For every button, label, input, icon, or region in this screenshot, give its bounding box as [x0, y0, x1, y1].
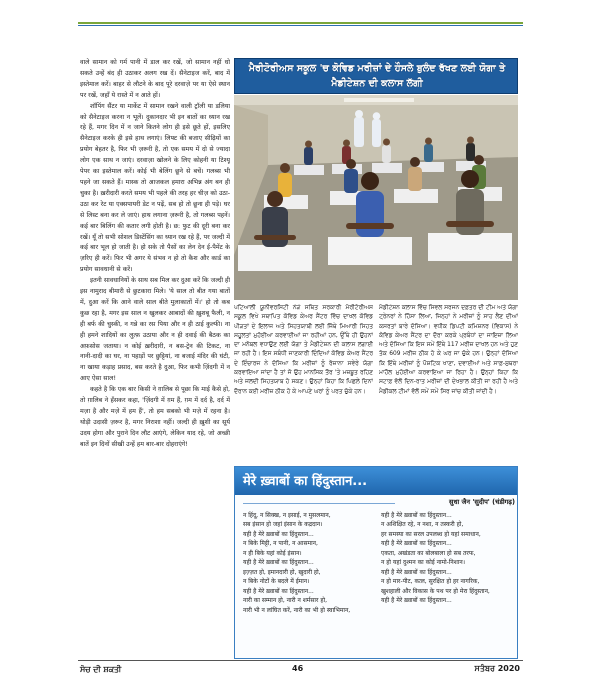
article-body — [234, 304, 518, 457]
poem-line: यही है मेरे ख़्वाबों का हिंदुस्तान... — [381, 540, 452, 548]
poem-line: यही है मेरे ख़्वाबों का हिंदुस्तान... — [381, 597, 452, 605]
article-column-left — [234, 304, 373, 457]
poem-line: न हो मार-पीट, कत्ल, सुरक्षित हो हर नागरिक, — [381, 578, 480, 586]
poem-line: एकता, अखंडता का बोलबाला हो सब तरफ, — [381, 549, 476, 557]
poem-line: सब इंसान हो जहां इंसान के कद्रदान। — [243, 521, 323, 529]
poem-line: न अशिक्षित रहे, न नशा, न तस्करी हो, — [381, 521, 464, 529]
poem-line: न हिंदू, न सिक्ख, न इसाई, न मुसलमान, — [243, 512, 331, 519]
poem-line: यही है मेरे ख़्वाबों का हिंदुस्तान... — [243, 587, 314, 595]
poem-line: नारी भी न लांघित करें, नारी का भी हो स्वाभिमान, — [243, 606, 351, 614]
left-paragraph-3: इतनी सावधानियों के साथ सब मिल कर दुआ करें कि जल्दी ही इस नामुराद बीमारी से छुटकारा मिले। 'ये साल तो बीत गया बातों में, दुआ करें कि आने वाले साल बीते मुलाकातों में।' हो तो कब कुछ रहा है, मगर इस साल न खुलकर आबादों की ख़ुशबू फैली, न ही बर्फ की चुस्की, न गन्ने का रस पिया और न ही ठाई कुल्फी। ना ही हमने शादियों का लुत्फ़ उठाया और न ही दवाई की बैठक का अफ़सोस जताया। न कोई ख़रीदारी, न बस-ट्रेन की टिकट, ना नानी-दादी का घर, ना पहाड़ों पर छुट्टियां, ना बजाई मंदिर की घंटी, ना खाया कड़ाह प्रसाद, बस करते है दुआ, फिर कभी ज़िंदगी में न आए ऐसा साल! — [80, 277, 230, 383]
article-column-right — [379, 304, 518, 457]
poem-column-right — [381, 511, 511, 657]
poem-line: हर समस्या का सरल उपलब्ध हो यहां समाधान, — [381, 530, 481, 538]
left-paragraph-2: शॉपिंग सैंटर या मार्केट में सामान रखने वाली ट्रॉली या डलिया को सैनेटाइज करना न भूलें। दुकानदार भी इन बातों का ध्यान रख रहे हैं, मगर दिन में न जाने कितने लोग ही इसे छूते हों, इसलिए सैनेटाइज करके ही इसे हाथ लगाएं। लिफ्ट की बजाए सीढ़ियों का प्रयोग बेहतर है, फिर भी ज़रूरी है, तो एक समय में दो से ज्यादा लोग एक साथ न जाएं। दरवाज़ा खोलने के लिए कोहनी या टिश्यू पेपर का इस्तेमाल करें। कोई भी बेलिंग छूने से बचें। गलब्स भी पहने जा सकते हैं। मास्क तो आजकल हमारा अभिन्न अंग बन ही चुका है। ख़रीदारी करते समय भी पहले की तरह हर चीज़ को उठा-उठा कर रेट या एक्सपायरी डेट न पढ़ें, सब हो तो छूना ही पड़े। घर से लिस्ट बना कर ले जाएं। हाथ लगाना ज़रूरी है, तो गलब्स पहनें। कई बार बिलिंग की कतार लगी होती है। छ: फुट की दूरी बना कर रखें। यूँ तो सभी सोशल डिस्टेंसिंग का ध्यान रख रहे हैं, पर जल्दी में कई बार भूल हो जाती है। हो सके तो पैसों का लेन देन ई-पैमेंट के ज़रिए ही करें। फिर भी अगर ये संभव न हो तो कैश और कार्ड का प्रयोग सावधानी से करें। — [80, 102, 230, 274]
left-paragraph-1: वाले सामान को गर्म पानी में डाल कर रखें, जो सामान नहीं धो सकते उन्हें बंद ही उठाकर अलग रख दें। सैनेटाइज करें, बाद में इस्तेमाल करें। बाहर से लौटने के बाद पूरे दरवाज़े पर या ऐसे स्थान पर रखें, जहाँ ये रास्ते में न आते हों। — [80, 59, 230, 99]
poem-line: यही है मेरे ख़्वाबों का हिंदुस्तान... — [243, 530, 314, 538]
yoga-class-photo — [234, 95, 518, 300]
poem-line: न ही बिके यहां कोई इंसान। — [243, 549, 302, 557]
article-title: ਮੈਰੀਟੋਰੀਅਸ ਸਕੂਲ 'ਚ ਕੋਵਿਡ ਮਰੀਜ਼ਾਂ ਦੇ ਹੌਸਲੇ ਬੁਲੰਦ ਰੱਖਣ ਲਈ ਯੋਗਾ ਤੇ ਮੈਡੀਟੇਸ਼ਨ ਦੀ ਕਲਾਸ ਲੱਗੀ — [248, 63, 506, 89]
poem-box — [234, 466, 518, 659]
top-rule-blue — [78, 25, 523, 26]
poem-author: सुधा जैन 'सुदीप' (चंडीगढ़) — [449, 498, 515, 506]
poem-column-left — [243, 511, 373, 657]
poem-line: न बिके नोटों के बदले में ईमान। — [243, 578, 310, 586]
footer-rule — [78, 660, 523, 661]
poem-author-rule — [243, 503, 395, 504]
poem-line: खुशहाली और विकास के पथ पर हो मेरा हिंदुस्तान, — [381, 587, 490, 595]
poem-title: मेरे ख़्वाबों का हिंदुस्तान... — [243, 474, 368, 489]
article-header — [234, 58, 518, 94]
footer-magazine-name: ਸੋਚ ਦੀ ਸ਼ਕਤੀ — [80, 665, 122, 674]
top-rule-green — [78, 22, 523, 24]
article-text-right: ਮੈਡੀਟੇਸ਼ਨ ਕਲਾਸ ਵਿੱਚ ਸਿਵਲ ਸਰਜਨ ਦਫ਼ਤਰ ਦੀ ਟੀਮ ਅਤੇ ਯੋਗਾ ਟ੍ਰੇਨਰਾਂ ਨੇ ਹਿੱਸਾ ਲਿਆ, ਜਿਨ੍ਹਾਂ ਨੇ ਮਰੀਜ਼ਾਂ ਨੂੰ ਸਾਹ ਲੈਣ ਦੀਆਂ ਕਸਰਤਾਂ ਬਾਰੇ ਦੱਸਿਆ। ਵਧੀਕ ਡਿਪਟੀ ਕਮਿਸ਼ਨਰ (ਵਿਕਾਸ) ਨੇ ਕੋਵਿਡ ਕੇਅਰ ਸੈਂਟਰ ਦਾ ਦੌਰਾ ਕਰਕੇ ਪ੍ਰਬੰਧਾਂ ਦਾ ਜਾਇਜ਼ਾ ਲਿਆ ਅਤੇ ਦੱਸਿਆ ਕਿ ਇਸ ਸਮੇਂ ਇੱਥੇ 117 ਮਰੀਜ਼ ਦਾਖਲ ਹਨ ਅਤੇ ਹੁਣ ਤੱਕ 609 ਮਰੀਜ਼ ਠੀਕ ਹੋ ਕੇ ਘਰ ਜਾ ਚੁੱਕੇ ਹਨ। ਉਨ੍ਹਾਂ ਦੱਸਿਆ ਕਿ ਇੱਥੇ ਮਰੀਜ਼ਾਂ ਨੂੰ ਪੌਸ਼ਟਿਕ ਖਾਣਾ, ਦਵਾਈਆਂ ਅਤੇ ਸਾਫ਼-ਸੁਥਰਾ ਮਾਹੌਲ ਮੁਹੱਈਆ ਕਰਵਾਇਆ ਜਾ ਰਿਹਾ ਹੈ। ਉਨ੍ਹਾਂ ਕਿਹਾ ਕਿ ਸਟਾਫ਼ ਵੱਲੋਂ ਦਿਨ-ਰਾਤ ਮਰੀਜ਼ਾਂ ਦੀ ਦੇਖਭਾਲ ਕੀਤੀ ਜਾ ਰਹੀ ਹੈ ਅਤੇ ਮੈਡੀਕਲ ਟੀਮਾਂ ਵੱਲੋਂ ਸਮੇਂ ਸਮੇਂ ਸਿਰ ਜਾਂਚ ਕੀਤੀ ਜਾਂਦੀ ਹੈ। — [379, 305, 518, 395]
poem-line: यही है मेरे ख़्वाबों का हिंदुस्तान... — [243, 559, 314, 567]
poem-line: यही है मेरे ख़्वाबों का हिंदुस्तान... — [381, 512, 452, 519]
poem-line: यही है मेरे ख़्वाबों का हिंदुस्तान... — [381, 568, 452, 576]
poem-title-band — [235, 467, 517, 495]
news-article — [234, 58, 518, 457]
page-number: 46 — [292, 664, 304, 673]
article-text-left: ਪਟਿਆਲੀ ਯੂਨੀਵਰਸਿਟੀ ਨੇੜੇ ਸਥਿਤ ਸਰਕਾਰੀ ਮੈਰੀਟੋਰੀਅਸ ਸਕੂਲ ਵਿਖੇ ਸਥਾਪਿਤ ਕੋਵਿਡ ਕੇਅਰ ਸੈਂਟਰ ਵਿੱਚ ਦਾਖਲ ਕੋਵਿਡ ਪੀੜਤਾਂ ਦੇ ਇਲਾਜ ਅਤੇ ਸਿਹਤਯਾਬੀ ਲਈ ਜਿੱਥੇ ਮਿਆਰੀ ਸਿਹਤ ਸਹੂਲਤਾਂ ਮੁਹੱਈਆ ਕਰਵਾਈਆਂ ਜਾ ਰਹੀਆਂ ਹਨ, ਉੱਥੇ ਹੀ ਉਹਨਾਂ ਦਾ ਮਨੋਬਲ ਵਧਾਉਣ ਲਈ ਯੋਗਾ ਤੇ ਮੈਡੀਟੇਸ਼ਨ ਦੀ ਕਲਾਸ ਲਗਾਈ ਜਾ ਰਹੀ ਹੈ। ਇਸ ਸਬੰਧੀ ਜਾਣਕਾਰੀ ਦਿੰਦਿਆਂ ਕੋਵਿਡ ਕੇਅਰ ਸੈਂਟਰ ਦੇ ਇੰਚਾਰਜ ਨੇ ਦੱਸਿਆ ਕਿ ਮਰੀਜ਼ਾਂ ਨੂੰ ਰੋਜ਼ਾਨਾ ਸਵੇਰੇ ਯੋਗਾ ਕਰਵਾਇਆ ਜਾਂਦਾ ਹੈ ਤਾਂ ਜੋ ਉਹ ਮਾਨਸਿਕ ਤੌਰ 'ਤੇ ਮਜ਼ਬੂਤ ਰਹਿਣ ਅਤੇ ਜਲਦੀ ਸਿਹਤਯਾਬ ਹੋ ਸਕਣ। ਉਨ੍ਹਾਂ ਕਿਹਾ ਕਿ ਪਿਛਲੇ ਦਿਨਾਂ ਦੌਰਾਨ ਕਈ ਮਰੀਜ਼ ਠੀਕ ਹੋ ਕੇ ਆਪਣੇ ਘਰਾਂ ਨੂੰ ਪਰਤ ਚੁੱਕੇ ਹਨ। — [234, 305, 373, 395]
poem-body — [243, 511, 511, 657]
left-paragraph-4: कहते है कि एक बार किसी ने ग़ालिब से पूछा कि माई कैसे हो, तो ग़ालिब ने हँसकर कहा, 'ज़िंदगी में ग़म हैं, ग़म में दर्द है, दर्द में मज़ा है और मज़े में हम हैं', तो हम सबको भी मज़े में रहना है। थोड़ी उदासी ज़रूर है, मगर निराशा नहीं। जल्दी ही ख़ुशी का सूर्य उदय होगा और पुराने दिन लौट आएंगे, लेकिन याद रहे, जो अच्छी बातें इन दिनों सीखी उन्हें हम बार-बार दोहराएंगे! — [80, 386, 230, 448]
poem-line: इज़्ज़त हो, इमानदारी हो, खुदारी हो, — [243, 568, 321, 576]
poem-line: न हो यहां दुश्मन का कोई नामो-निशान। — [381, 559, 465, 567]
left-text-column — [80, 58, 230, 658]
poem-line: नारी का सम्मान हो, नारी न शर्मसार हो, — [243, 597, 327, 605]
footer-issue-date: ਸਤੰਬਰ 2020 — [474, 664, 520, 673]
poem-line: न बिके मिट्टी, न पानी, न आसमान, — [243, 540, 318, 548]
